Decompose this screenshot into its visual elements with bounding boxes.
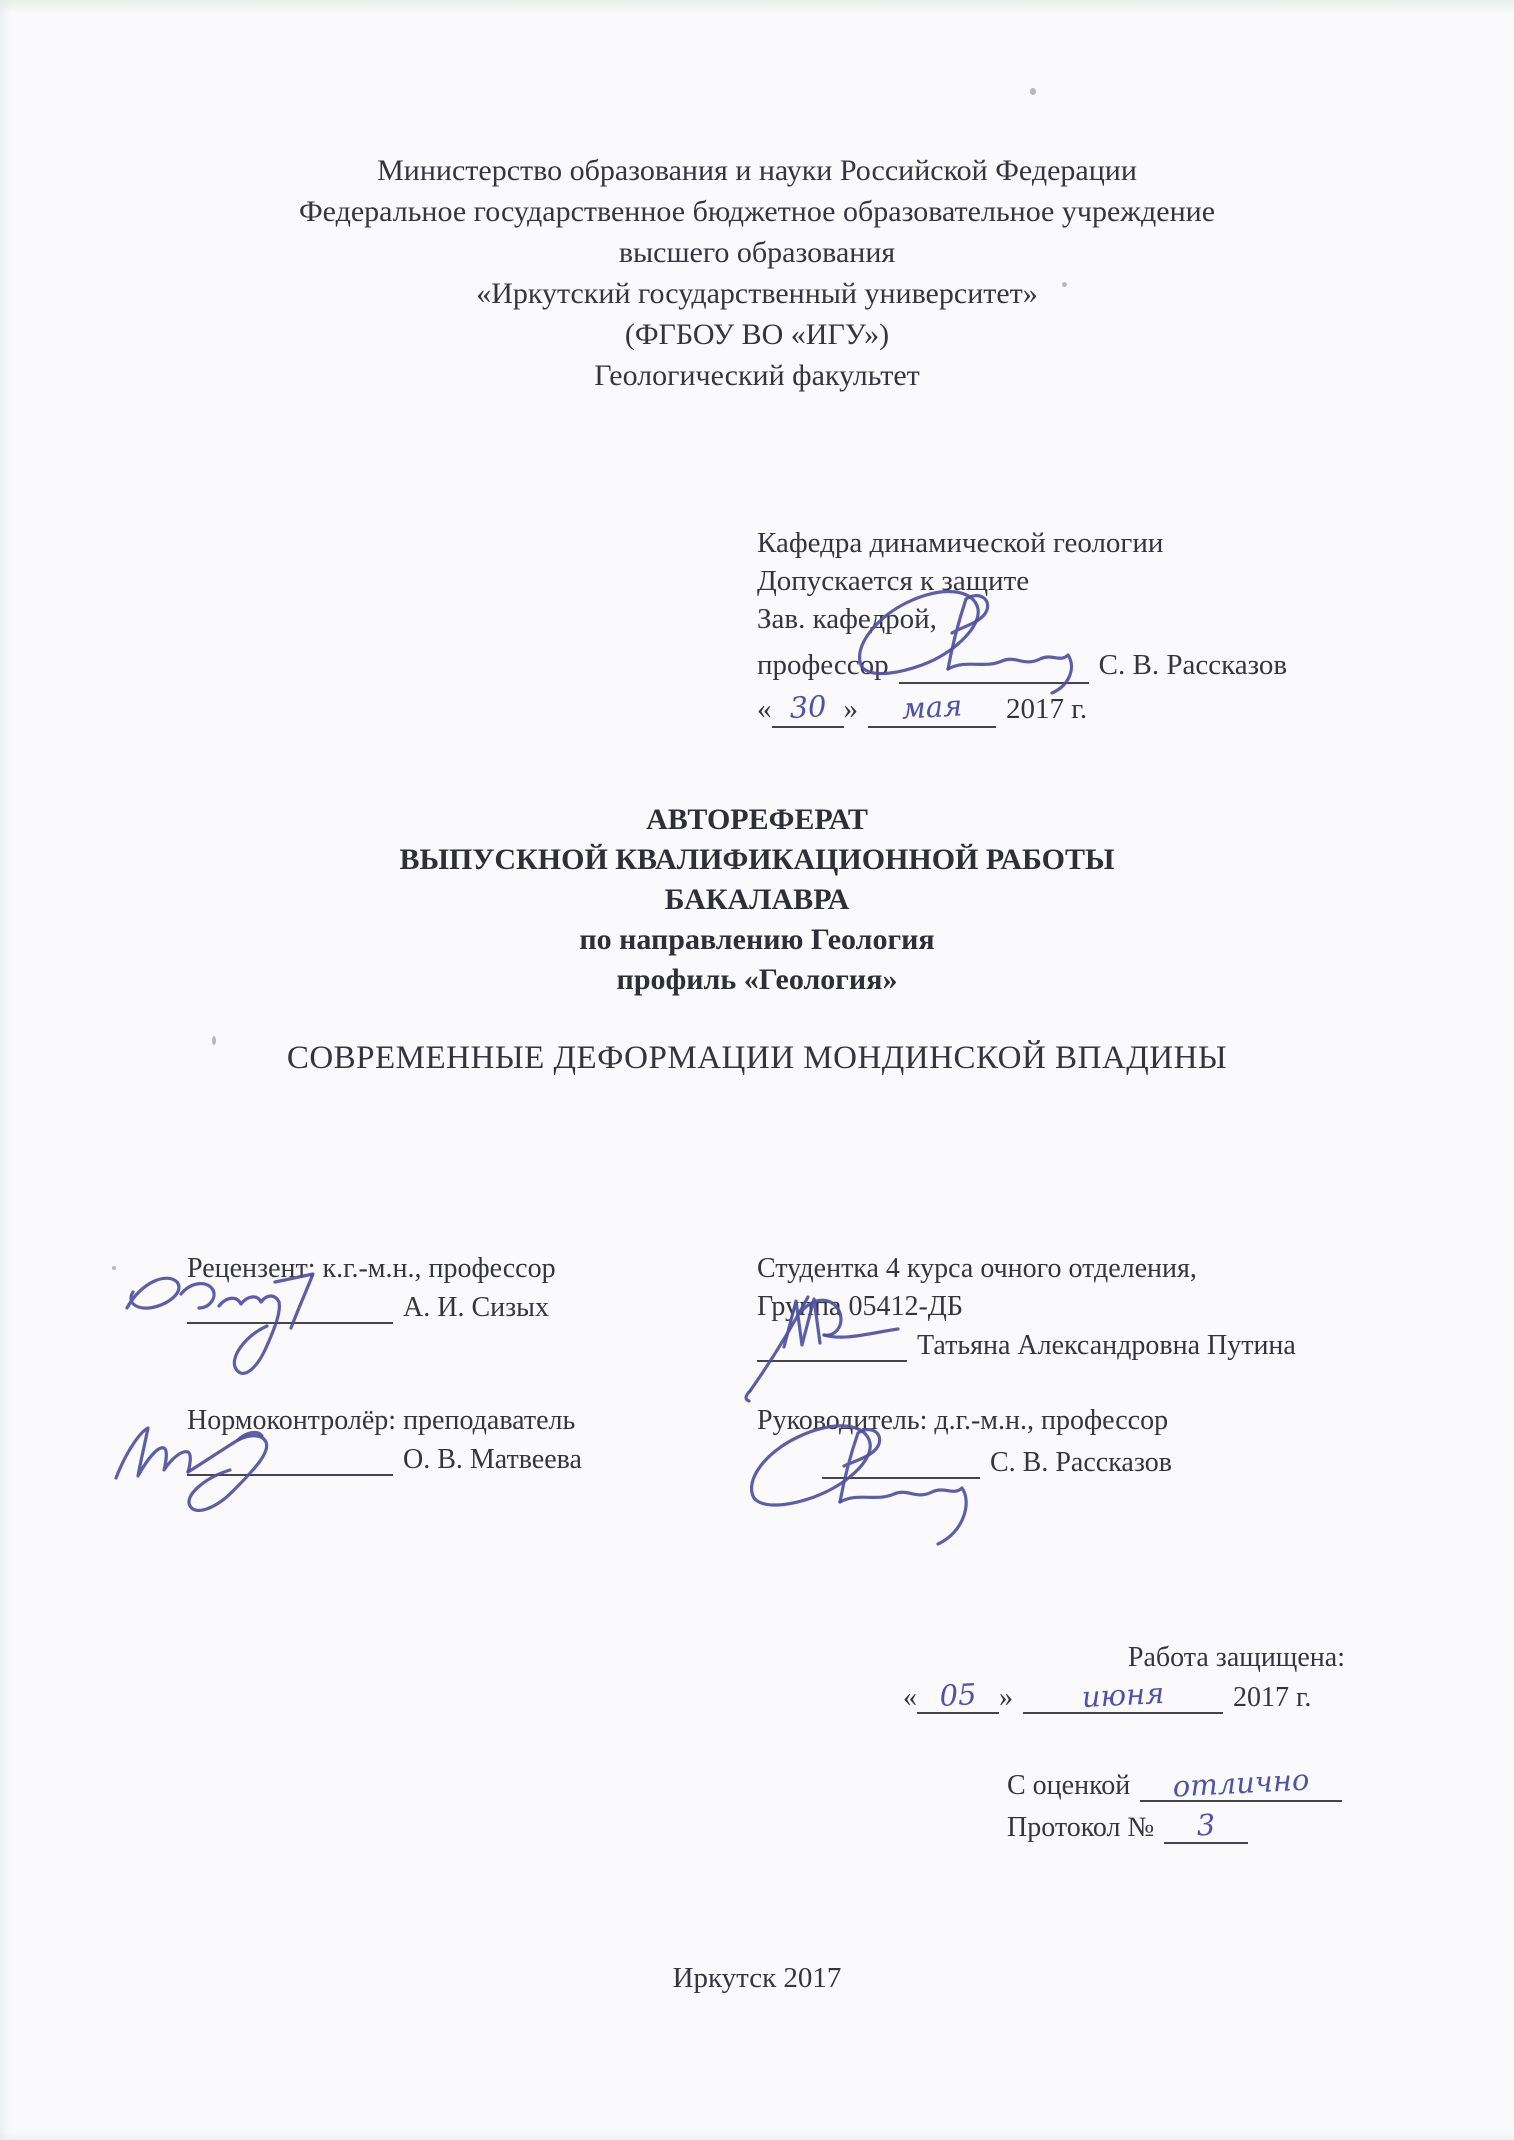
student-role: Студентка 4 курса очного отделения,	[757, 1253, 1197, 1284]
grade-row	[1007, 1762, 1342, 1804]
student-signature-line	[757, 1326, 907, 1362]
supervisor-sign-row	[822, 1443, 1172, 1479]
scan-speck	[212, 1036, 216, 1045]
title-line-vkr: ВЫПУСКНОЙ КВАЛИФИКАЦИОННОЙ РАБОТЫ	[399, 843, 1115, 876]
normcontrol-role: Нормоконтролёр: преподаватель	[187, 1405, 576, 1436]
handwritten-grade: отлично	[1172, 1762, 1311, 1804]
header-line-faculty: Геологический факультет	[594, 359, 920, 392]
normcontrol-name: О. В. Матвеева	[403, 1444, 582, 1475]
approver-name: С. В. Рассказов	[1098, 649, 1288, 681]
department-line: Кафедра динамической геологии	[757, 527, 1164, 559]
title-line-direction: по направлению Геология	[579, 923, 935, 956]
supervisor-role: Руководитель: д.г.-м.н., профессор	[757, 1405, 1169, 1436]
title-line-profile: профиль «Геология»	[616, 963, 898, 996]
handwritten-month: мая	[900, 688, 964, 726]
defense-heading: Работа защищена:	[1127, 1642, 1345, 1673]
defense-day-blank	[917, 1678, 999, 1714]
handwritten-day: 30	[788, 689, 827, 725]
reviewer-sign-row	[187, 1288, 549, 1324]
defense-year: 2017 г.	[1233, 1682, 1312, 1713]
scan-edge-top	[0, 0, 1514, 14]
thesis-title: СОВРЕМЕННЫЕ ДЕФОРМАЦИИ МОНДИНСКОЙ ВПАДИНЫ	[286, 1040, 1228, 1076]
admitted-line: Допускается к защите	[757, 565, 1030, 597]
approval-date-row	[757, 690, 1287, 728]
defense-month-blank	[1023, 1675, 1223, 1715]
handwritten-protocol-number: 3	[1196, 1807, 1217, 1843]
approver-signature-line	[899, 648, 1089, 684]
student-name: Татьяна Александровна Путина	[917, 1330, 1296, 1361]
grade-blank	[1140, 1762, 1342, 1804]
head-line: Зав. кафедрой,	[757, 603, 937, 635]
reviewer-signature-line	[187, 1288, 393, 1324]
quote-close: »	[843, 693, 858, 725]
title-line-avtoreferat: АВТОРЕФЕРАТ	[646, 803, 868, 836]
document-title-block	[0, 800, 1514, 1000]
handwritten-defense-month: июня	[1080, 1675, 1166, 1715]
protocol-blank	[1164, 1808, 1248, 1844]
normcontrol-sign-row	[187, 1440, 582, 1476]
approval-day-blank	[772, 689, 844, 728]
approval-block	[757, 524, 1287, 728]
handwritten-defense-day: 05	[938, 1677, 978, 1713]
approval-month-blank	[868, 688, 996, 728]
university-header	[0, 150, 1514, 396]
defense-date-row	[903, 1675, 1312, 1715]
protocol-label: Протокол №	[1007, 1812, 1155, 1843]
supervisor-signature-line	[822, 1443, 980, 1479]
student-sign-row	[757, 1326, 1296, 1362]
approver-sign-row	[757, 638, 1287, 684]
normcontrol-signature-line	[187, 1440, 393, 1476]
header-line-institution: Федеральное государственное бюджетное образовательное учреждение	[298, 195, 1216, 228]
header-line-abbrev: (ФГБОУ ВО «ИГУ»)	[624, 318, 890, 351]
quote-open: «	[757, 693, 772, 725]
header-line-education: высшего образования	[618, 236, 896, 269]
quote-open: «	[903, 1682, 917, 1713]
protocol-row	[1007, 1808, 1248, 1844]
approver-position: профессор	[757, 649, 889, 681]
title-line-bachelor: БАКАЛАВРА	[664, 883, 850, 916]
supervisor-name: С. В. Рассказов	[990, 1447, 1172, 1478]
supervisor-signature	[740, 1420, 985, 1550]
scan-edge-bottom	[0, 2132, 1514, 2140]
reviewer-role: Рецензент: к.г.-м.н., профессор	[187, 1253, 556, 1284]
grade-label: С оценкой	[1007, 1770, 1131, 1801]
scan-speck	[1030, 88, 1036, 95]
quote-close: »	[999, 1682, 1013, 1713]
scan-speck	[112, 1266, 116, 1270]
city-year: Иркутск 2017	[672, 1962, 842, 1994]
approval-year: 2017 г.	[1006, 693, 1088, 725]
student-group: Группа 05412-ДБ	[757, 1291, 963, 1322]
header-line-university: «Иркутский государственный университет»	[476, 277, 1038, 310]
header-line-ministry: Министерство образования и науки Российской Федерации	[377, 154, 1137, 187]
scan-speck	[1062, 282, 1067, 287]
reviewer-name: А. И. Сизых	[403, 1292, 549, 1323]
